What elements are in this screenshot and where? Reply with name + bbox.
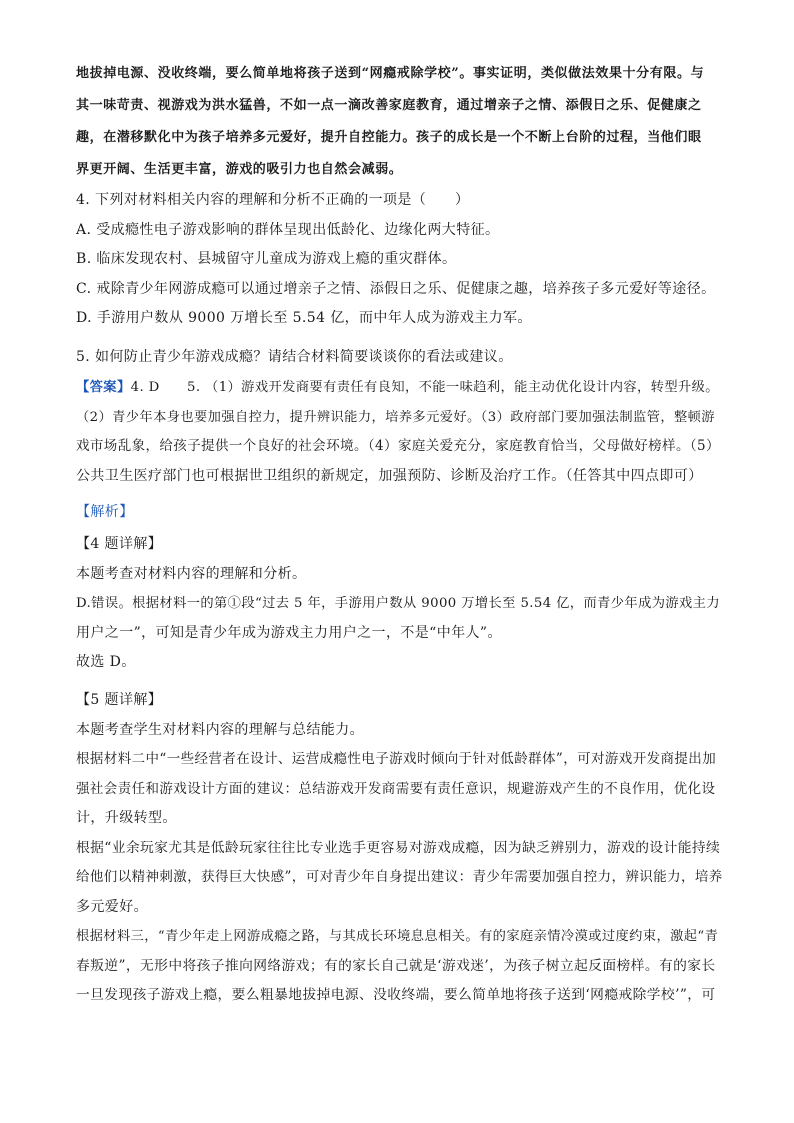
passage-tail xyxy=(76,58,726,186)
question-4-option-a: A. 受成瘾性电子游戏影响的群体呈现出低龄化、边缘化两大特征。 xyxy=(76,221,500,238)
detail-5-line: 根据材料三，“青少年走上网游成瘾之路，与其成长环境息息相关。有的家庭亲情冷漠或过度约束，激起“青 xyxy=(76,929,719,944)
passage-line: 其一味苛责、视游戏为洪水猛兽，不如一点一滴改善家庭教育，通过增亲子之情、添假日之乐、促健康之 xyxy=(76,98,702,113)
detail-5-heading: 【5 题详解】 xyxy=(76,692,163,708)
answer-line: （2）青少年本身也要加强自控力，提升辨识能力，培养多元爱好。（3）政府部门要加强法制监管，整顿游 xyxy=(76,409,715,425)
passage-line: 趣，在潜移默化中为孩子培养多元爱好，提升自控能力。孩子的成长是一个不断上台阶的过程，当他们眼 xyxy=(76,130,702,145)
detail-4-heading: 【4 题详解】 xyxy=(76,536,163,552)
answer-text: 4. D 5. （1）游戏开发商要有责任有良知，不能一味趋利，能主动优化设计内容，转型升级。 xyxy=(130,380,719,395)
question-4-stem: 4. 下列对材料相关内容的理解和分析不正确的一项是（ ） xyxy=(76,192,470,208)
answer-line: 公共卫生医疗部门也可根据世卫组织的新规定，加强预防、诊断及治疗工作。（任答其中四点即可） xyxy=(76,467,703,484)
detail-5-line: 计，升级转型。 xyxy=(76,810,177,826)
detail-5 xyxy=(76,686,726,1011)
detail-4-line: 故选 D。 xyxy=(76,654,136,670)
detail-4-line: 用户之一”，可知是青少年成为游戏主力用户之一，不是“中年人”。 xyxy=(76,624,502,641)
question-4 xyxy=(76,186,726,334)
answer-line-1 xyxy=(76,373,726,403)
analysis-section xyxy=(76,498,726,528)
detail-5-line: 本题考查学生对材料内容的理解与总结能力。 xyxy=(76,721,364,738)
question-4-option-d: D. 手游用户数从 9000 万增长至 5.54 亿，而中年人成为游戏主力军。 xyxy=(76,310,532,326)
question-5 xyxy=(76,343,726,373)
analysis-label: 【解析】 xyxy=(76,504,134,520)
question-4-option-b: B. 临床发现农村、县城留守儿童成为游戏上瘾的重灾群体。 xyxy=(76,251,457,267)
detail-5-line: 一旦发现孩子游戏上瘾，要么粗暴地拔掉电源、没收终端，要么简单地将孩子送到‘网瘾戒除学校’”，可 xyxy=(76,987,716,1003)
answer-label: 【答案】 xyxy=(76,380,131,395)
detail-5-line: 多元爱好。 xyxy=(76,898,148,915)
passage-line: 地拔掉电源、没收终端，要么简单地将孩子送到“网瘾戒除学校”。事实证明，类似做法效果十分有限。与 xyxy=(76,66,705,81)
detail-5-line: 给他们以精神刺激，获得巨大快感”，可对青少年自身提出建议：青少年需要加强自控力，辨识能力，培养 xyxy=(76,869,723,885)
detail-4-line: 本题考查对材料内容的理解和分析。 xyxy=(76,565,307,582)
detail-4 xyxy=(76,530,726,678)
question-4-option-c: C. 戒除青少年网游成瘾可以通过增亲子之情、添假日之乐、促健康之趣，培养孩子多元爱好等途径。 xyxy=(76,280,716,297)
detail-5-line: 强社会责任和游戏设计方面的建议：总结游戏开发商需要有责任意识，规避游戏产生的不良作用，优化设 xyxy=(76,780,716,797)
passage-line: 界更开阔、生活更丰富，游戏的吸引力也自然会减弱。 xyxy=(76,162,403,177)
question-5-stem: 5. 如何防止青少年游戏成瘾？请结合材料简要谈谈你的看法或建议。 xyxy=(76,349,513,365)
answer-line: 戏市场乱象，给孩子提供一个良好的社会环境。（4）家庭关爱充分，家庭教育恰当，父母做好榜样。（5） xyxy=(76,438,720,454)
detail-4-line: D.错误。根据材料一的第①段“过去 5 年，手游用户数从 9000 万增长至 5.54 亿，而青少年成为游戏主力 xyxy=(76,596,720,611)
answer-section xyxy=(76,373,726,491)
detail-5-line: 根据材料二中“一些经营者在设计、运营成瘾性电子游戏时倾向于针对低龄群体”，可对游戏开发商提出加 xyxy=(76,751,717,767)
detail-5-line: 根据“业余玩家尤其是低龄玩家往往比专业选手更容易对游戏成瘾，因为缺乏辨别力，游戏的设计能持续 xyxy=(76,839,721,856)
detail-5-line: 春叛逆”，无形中将孩子推向网络游戏；有的家长自己就是‘游戏迷’，为孩子树立起反面榜样。有的家长 xyxy=(76,957,716,974)
